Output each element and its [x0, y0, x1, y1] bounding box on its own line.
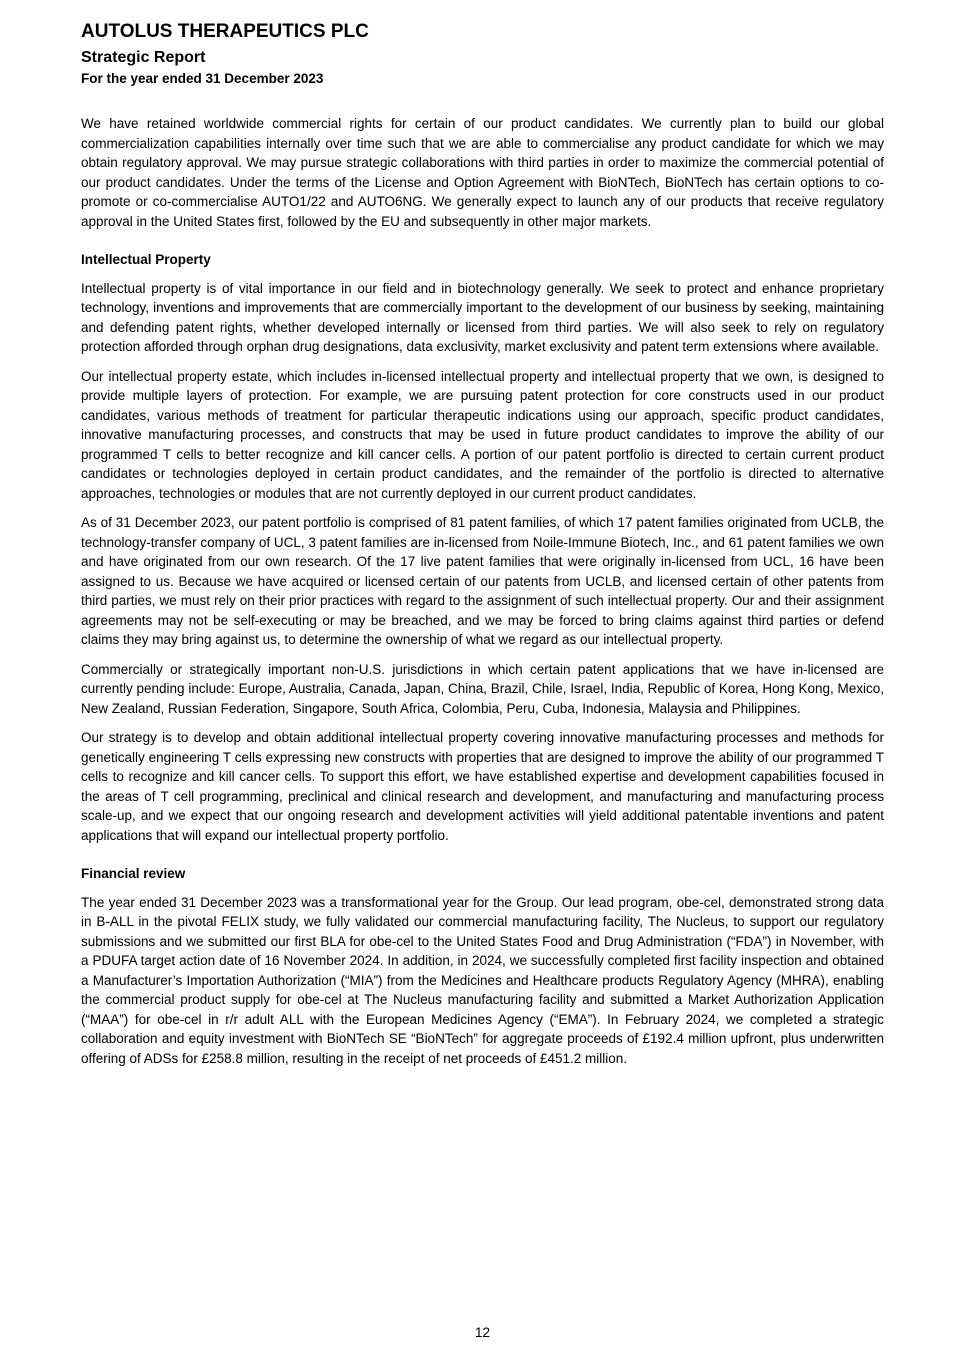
ip-paragraph-1: Intellectual property is of vital importance in our field and in biotechnology generally. We seek to protect and enhance proprietary technology, inventions and improvements that are commercially important to the development of our business by seeking, maintaining and defending patent rights, whether developed internally or licensed from third parties. We will also seek to rely on regulatory protection afforded through orphan drug designations, data exclusivity, market exclusivity and patent term extensions where available.	[81, 280, 884, 354]
ip-heading: Intellectual Property	[81, 252, 211, 267]
commercial-rights-paragraph: We have retained worldwide commercial rights for certain of our product candidates. We currently plan to build our global commercialization capabilities internally over time such that we are able to commercialise any product candidate for which we may obtain regulatory approval. We may pursue strategic collaborations with third parties in order to maximize the commercial potential of our product candidates. Under the terms of the License and Option Agreement with BioNTech, BioNTech has certain options to co-promote or co-commercialise AUTO1/22 and AUTO6NG. We generally expect to launch any of our products that receive regulatory approval in the United States first, followed by the EU and subsequently in other major markets.	[81, 116, 884, 229]
ip-paragraph-2: Our intellectual property estate, which includes in-licensed intellectual property and intellectual property that we own, is designed to provide multiple layers of protection. For example, we are pursuing patent protection for core constructs used in our product candidates, various methods of treatment for particular therapeutic indications using our approach, specific product candidates, innovative manufacturing processes, and constructs that may be used in future product candidates to improve the ability of our programmed T cells to better recognize and kill cancer cells. A portion of our patent portfolio is directed to certain current product candidates or technologies deployed in certain product candidates, and the remainder of the portfolio is directed to alternative approaches, technologies or modules that are not currently deployed in our current product candidates.	[81, 368, 884, 501]
company-name: AUTOLUS THERAPEUTICS PLC	[81, 21, 369, 42]
ip-paragraph-4: Commercially or strategically important non-U.S. jurisdictions in which certain patent applications that we have in-licensed are currently pending include: Europe, Australia, Canada, Japan, China, Brazil, Chile, Israel, India, Republic of Korea, Hong Kong, Mexico, New Zealand, Russian Federation, Singapore, South Africa, Colombia, Peru, Cuba, Indonesia, Malaysia and Philippines.	[81, 661, 884, 716]
document-page	[81, 20, 884, 1078]
report-period: For the year ended 31 December 2023	[81, 71, 324, 86]
ip-paragraph-3: As of 31 December 2023, our patent portfolio is comprised of 81 patent families, of which 17 patent families originated from UCLB, the technology-transfer company of UCL, 3 patent families are in-licensed from Noile-Immune Biotech, Inc., and 61 patent families we own and have originated from our own research. Of the 17 live patent families that were originally in-licensed from UCL, 16 have been assigned to us. Because we have acquired or licensed certain of our patents from UCLB, and licensed certain of other patents from third parties, we must rely on their prior practices with regard to the assignment of such intellectual property. Our and their assignment agreements may not be self-executing or may be breached, and we may be forced to bring claims against third parties or defend claims they may bring against us, to determine the ownership of what we regard as our intellectual property.	[81, 515, 884, 647]
financial-review-paragraph-1: The year ended 31 December 2023 was a transformational year for the Group. Our lead program, obe-cel, demonstrated strong data in B-ALL in the pivotal FELIX study, we fully validated our commercial manufacturing facility, The Nucleus, to support our regulatory submissions and we submitted our first BLA for obe-cel to the United States Food and Drug Administration (“FDA”) in November, with a PDUFA target action date of 16 November 2024. In addition, in 2024, we successfully completed first facility inspection and obtained a Manufacturer’s Importation Authorization (“MIA”) from the Medicines and Healthcare products Regulatory Agency (MHRA), enabling the commercial product supply for obe-cel at The Nucleus manufacturing facility and submitted a Market Authorization Application (“MAA”) for obe-cel in r/r adult ALL with the European Medicines Agency (“EMA”). In February 2024, we completed a strategic collaboration and equity investment with BioNTech SE “BioNTech” for aggregate proceeds of £192.4 million upfront, plus underwritten offering of ADSs for £258.8 million, resulting in the receipt of net proceeds of £451.2 million.	[81, 894, 884, 1066]
page-number: 12	[474, 1325, 491, 1340]
report-title: Strategic Report	[81, 49, 206, 66]
ip-paragraph-5: Our strategy is to develop and obtain additional intellectual property covering innovative manufacturing processes and methods for genetically engineering T cells expressing new constructs with properties that are designed to improve the ability of our programmed T cells to recognize and kill cancer cells. To support this effort, we have established expertise and development capabilities focused in the areas of T cell programming, preclinical and clinical research and development, and manufacturing and manufacturing process scale-up, and we expect that our ongoing research and development activities will yield additional patentable inventions and patent applications that will expand our intellectual property portfolio.	[81, 730, 884, 843]
document-body	[81, 114, 884, 1068]
financial-review-heading: Financial review	[81, 866, 186, 881]
